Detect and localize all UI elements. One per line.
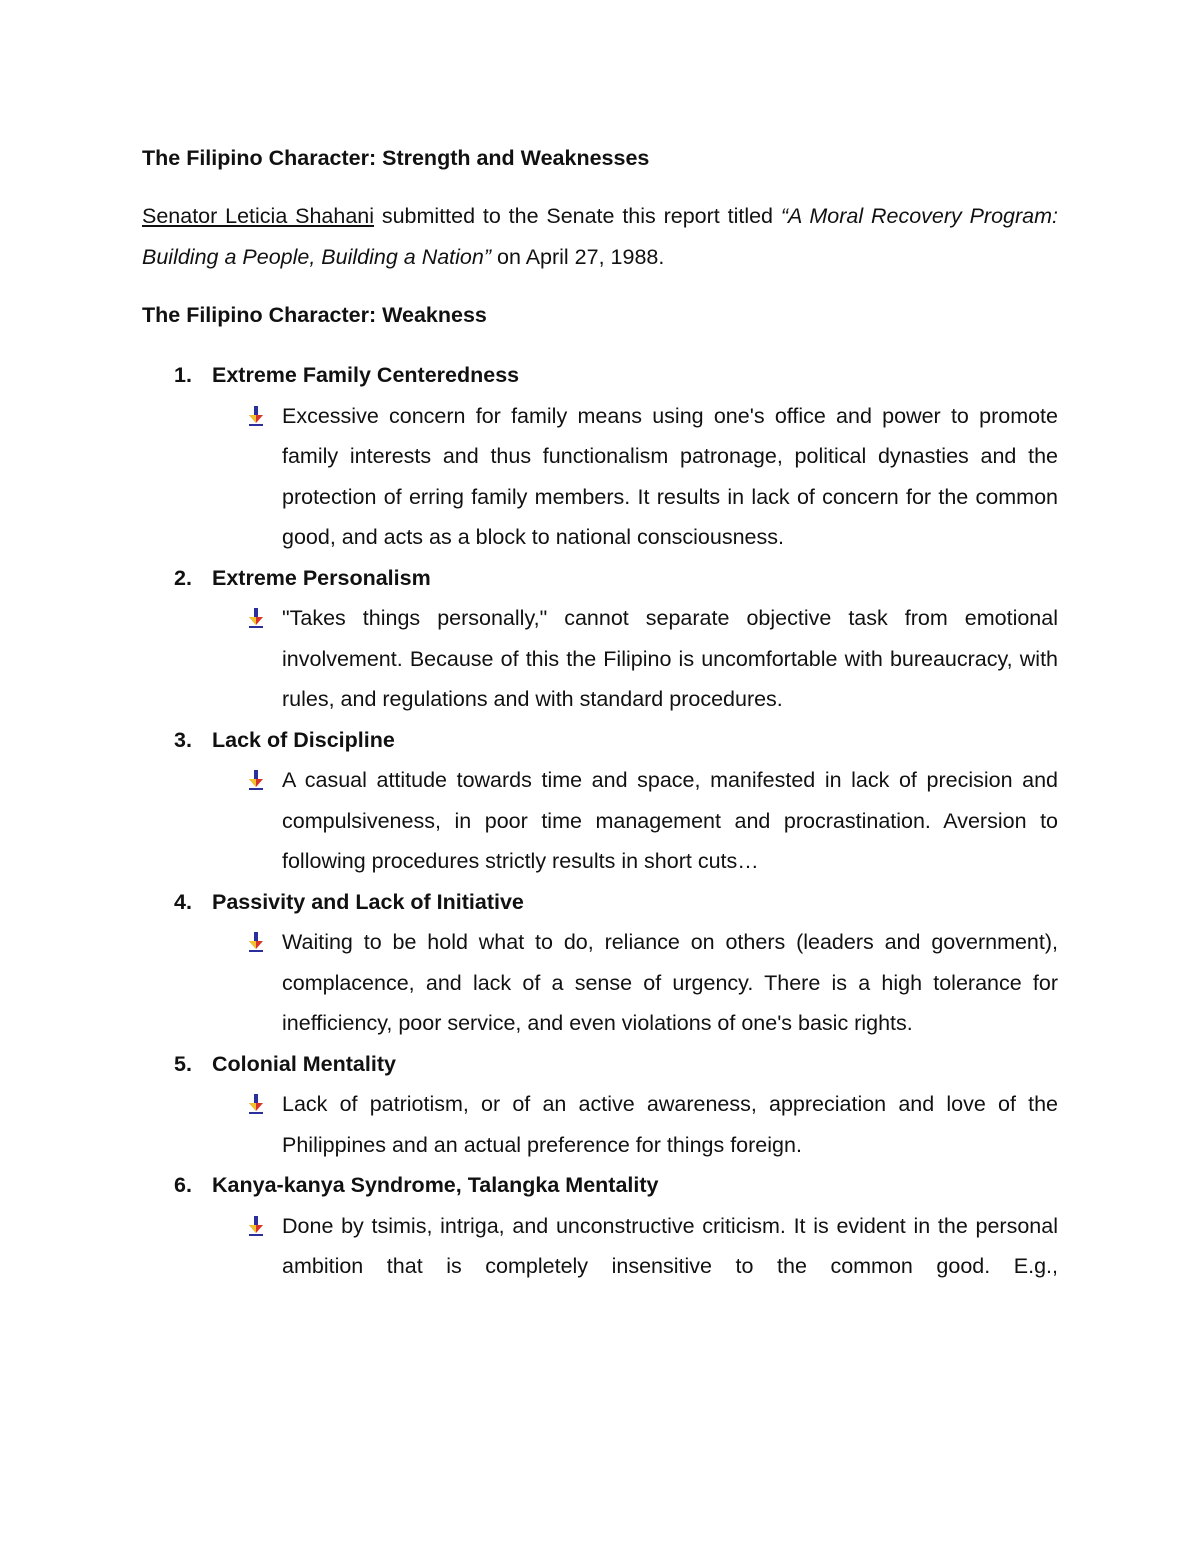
author-name: Senator Leticia Shahani (142, 204, 375, 228)
item-heading (142, 1044, 1058, 1085)
item-description-text: A casual attitude towards time and space, manifested in lack of precision and compulsiveness, in poor time management and procrastination. Aversion to following procedures strictly results in short cuts… (282, 768, 1058, 873)
item-title: Lack of Discipline (212, 727, 395, 752)
item-description (142, 760, 1058, 882)
item-number: 4. (174, 889, 192, 914)
item-title: Kanya-kanya Syndrome, Talangka Mentality (212, 1173, 659, 1197)
list-item (142, 1165, 1058, 1287)
item-description-text: Done by tsimis, intriga, and unconstructive criticism. It is evident in the personal ambition that is completely insensitive to the common good. E.g., (282, 1213, 1058, 1278)
document-title: The Filipino Character: Strength and Weaknesses (142, 146, 650, 170)
item-number: 6. (174, 1173, 192, 1197)
item-title: Extreme Family Centeredness (212, 363, 520, 387)
intro-paragraph (142, 196, 1058, 277)
item-title: Extreme Personalism (212, 565, 431, 590)
document-page (142, 138, 1058, 1287)
item-heading (142, 558, 1058, 599)
weakness-list (142, 355, 1058, 1287)
list-item (142, 1044, 1058, 1166)
arrow-bullet-icon (248, 932, 264, 952)
item-description-text: Waiting to be hold what to do, reliance on others (leaders and government), complacence, and lack of a sense of urgency. There is a high tolerance for inefficiency, poor service, and even violations of one's basic rights. (282, 930, 1058, 1035)
item-description-text: "Takes things personally," cannot separate objective task from emotional involvement. Because of this the Filipino is uncomfortable with bureaucracy, with rules, and regulations and with standard procedures. (282, 606, 1058, 711)
arrow-bullet-icon (248, 1216, 264, 1236)
item-description (142, 598, 1058, 720)
intro-date-text: on April 27, 1988. (491, 244, 665, 269)
section-heading: The Filipino Character: Weakness (142, 303, 487, 327)
list-item (142, 720, 1058, 882)
list-item (142, 558, 1058, 720)
report-title: “A Moral Recovery Program: Building a People, Building a Nation” (142, 204, 1059, 269)
item-number: 1. (174, 363, 192, 387)
arrow-bullet-icon (248, 770, 264, 790)
item-heading (142, 882, 1058, 923)
item-description (142, 1084, 1058, 1165)
item-number: 3. (174, 727, 192, 752)
list-item (142, 882, 1058, 1044)
item-heading (142, 720, 1058, 761)
item-heading (142, 1165, 1058, 1206)
item-number: 2. (174, 565, 192, 590)
arrow-bullet-icon (248, 1094, 264, 1114)
item-heading (142, 355, 1058, 396)
item-description-text: Lack of patriotism, or of an active awareness, appreciation and love of the Philippines and an actual preference for things foreign. (282, 1092, 1058, 1157)
item-description (142, 1206, 1058, 1287)
intro-text: submitted to the Senate this report titled (374, 204, 781, 228)
item-title: Colonial Mentality (212, 1051, 396, 1076)
list-item (142, 355, 1058, 558)
item-title: Passivity and Lack of Initiative (212, 889, 524, 914)
arrow-bullet-icon (248, 608, 264, 628)
item-number: 5. (174, 1051, 192, 1076)
item-description (142, 922, 1058, 1044)
item-description-text: Excessive concern for family means using one's office and power to promote family interests and thus functionalism patronage, political dynasties and the protection of erring family members. It results in lack of concern for the common good, and acts as a block to national consciousness. (282, 403, 1058, 549)
item-description (142, 396, 1058, 558)
arrow-bullet-icon (248, 406, 264, 426)
